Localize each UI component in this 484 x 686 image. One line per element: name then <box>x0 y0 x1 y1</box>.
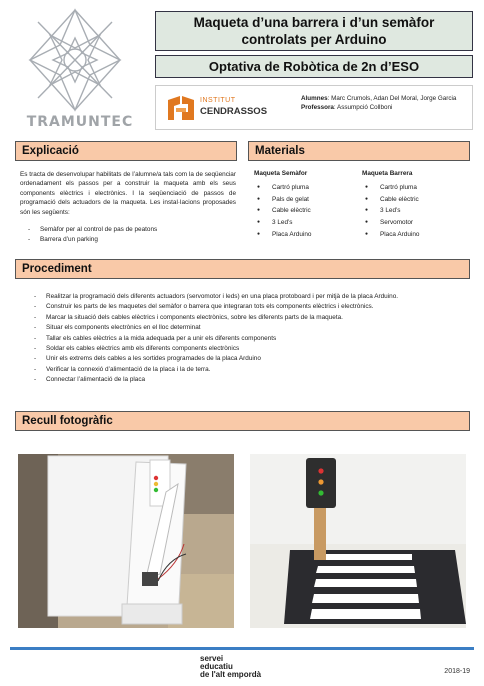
students-names: : Marc Crumols, Adan Del Moral, Jorge Garcia <box>327 95 457 102</box>
materials-semafor <box>254 170 311 241</box>
school-name-top: INSTITUT <box>200 97 236 104</box>
footer-divider <box>10 647 474 650</box>
section-header-procediment: Procediment <box>15 259 470 279</box>
footer-year: 2018-19 <box>444 668 470 675</box>
footer-org-line3: de l'alt empordà <box>200 670 262 679</box>
list-item: ● Placa Arduino <box>254 229 311 241</box>
page-subtitle: Optativa de Robòtica de 2n d’ESO <box>155 55 473 78</box>
explicacio-text <box>20 170 236 245</box>
explicacio-paragraph: Es tracta de desenvolupar habilitats de l’alumne/a tals com la de seqüenciar ordenadament els passos per a construir la maqueta amb els seus components elèctrics i electrònics. I la seqüenciació de passos de programació dels actuadors de la maqueta. Les instal·lacions proposades són les següents: <box>20 171 236 216</box>
page-title: Maqueta d’una barrera i d’un semàfor controlats per Arduino <box>155 11 473 51</box>
section-header-explicacio: Explicació <box>15 141 237 161</box>
students-label: Alumnes <box>301 95 328 102</box>
list-item: - Construir les parts de les maquetes del semàfor o barrera que integraran tots els components elèctrics i electrònics. <box>26 302 466 312</box>
list-item: ● Placa Arduino <box>362 229 419 241</box>
credits <box>301 94 469 112</box>
list-item: - Soldar els cables elèctrics amb els diferents components electrònics <box>26 344 466 354</box>
photo-semafor <box>250 454 466 628</box>
school-logo-icon <box>166 94 196 122</box>
list-item: - Connectar l’alimentació de la placa <box>26 375 466 385</box>
list-item: - Barrera d’un parking <box>20 235 236 245</box>
section-header-recull: Recull fotogràfic <box>15 411 470 431</box>
materials-semafor-title: Maqueta Semàfor <box>254 170 308 177</box>
school-credits-box <box>155 85 473 130</box>
school-name: CENDRASSOS <box>200 106 268 117</box>
list-item: ● Cartró pluma <box>362 182 419 194</box>
footer-organization <box>200 655 261 679</box>
photo-barrera <box>18 454 234 628</box>
list-item: ● Cable elèctric <box>362 194 419 206</box>
explicacio-list <box>20 225 236 245</box>
compass-rose-icon <box>20 8 130 112</box>
tramuntec-logo <box>10 8 146 134</box>
footer-org-line2: educatiu <box>200 662 233 671</box>
section-header-materials: Materials <box>248 141 470 161</box>
footer-org-line1: servei <box>200 654 224 663</box>
materials-barrera-list <box>362 182 419 241</box>
traffic-light-model-image <box>250 454 466 628</box>
materials-barrera <box>362 170 419 241</box>
list-item: - Realitzar la programació dels diferents actuadors (servomotor i leds) en una placa protoboard i per mitjà de la placa Arduino. <box>26 292 466 302</box>
list-item: - Unir els extrems dels cables a les sortides programades de la placa Arduino <box>26 354 466 364</box>
list-item: - Situar els components electrònics en el lloc determinat <box>26 323 466 333</box>
teacher-label: Professora <box>301 104 334 111</box>
teacher-name: : Assumpció Collboni <box>333 104 393 111</box>
list-item: ● 3 Led’s <box>254 217 311 229</box>
list-item: ● 3 Led’s <box>362 205 419 217</box>
logo-text: TRAMUNTEC <box>26 114 134 130</box>
list-item: - Marcar la situació dels cables elèctrics i components electrònics, sobre les diferents parts de la maqueta. <box>26 313 466 323</box>
list-item: ● Servomotor <box>362 217 419 229</box>
materials-barrera-title: Maqueta Barrera <box>362 170 413 177</box>
list-item: - Tallar els cables elèctrics a la mida adequada per a unir els diferents components <box>26 334 466 344</box>
list-item: ● Pals de gelat <box>254 194 311 206</box>
barrier-model-image <box>18 454 234 628</box>
procediment-list <box>26 292 466 386</box>
materials-semafor-list <box>254 182 311 241</box>
list-item: - Semàfor per al control de pas de peatons <box>20 225 236 235</box>
list-item: - Verificar la connexió d’alimentació de la placa i la de terra. <box>26 365 466 375</box>
list-item: ● Cable elèctric <box>254 205 311 217</box>
list-item: ● Cartró pluma <box>254 182 311 194</box>
